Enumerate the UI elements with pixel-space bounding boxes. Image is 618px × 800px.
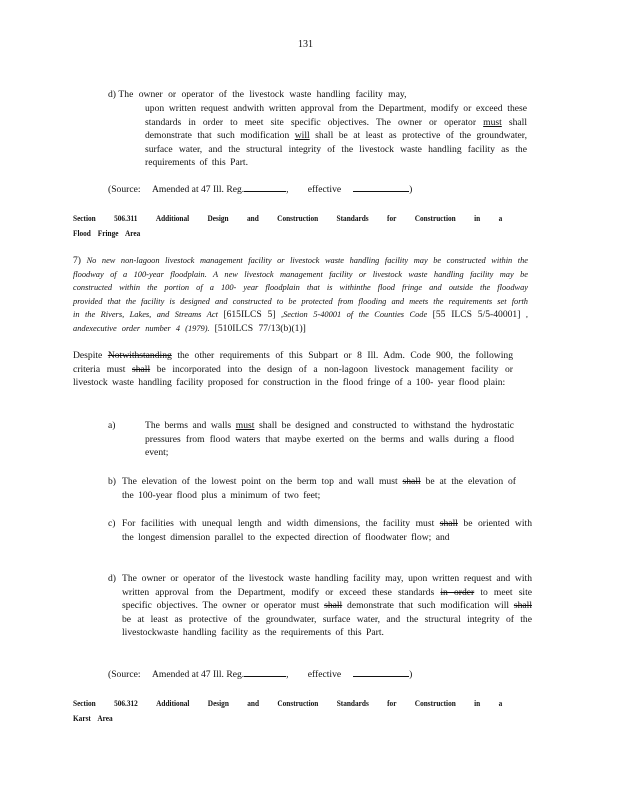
source1-date-blank [353, 191, 409, 192]
para7-struck-3: , andexecutive order number 4 (1979). [73, 310, 528, 333]
d1-first-line [108, 88, 528, 102]
section1-number: 506.311 [114, 213, 138, 223]
item-c-body [122, 517, 532, 544]
d1-marker: d) [108, 89, 116, 100]
section1-w5: Standards [336, 213, 369, 223]
d2-text-1: The owner or operator of the livestock waste handling facility may, upon written request and with written approval from the Department, modify or exceed these standards [122, 573, 532, 598]
section1-w8: in [474, 213, 481, 223]
d1-body [145, 102, 527, 170]
d1-text-3: shall be at least as protective of the groundwater, surface water, and the structural integrity of the livestock waste handling facility as the requirements of this Part. [145, 130, 528, 168]
section1-w3: and [247, 213, 259, 223]
despite-shall-struck: shall [132, 363, 151, 375]
item-b-body [122, 475, 516, 502]
section2-line2: Karst Area [73, 713, 113, 723]
para7-struck-2: ,Section 5-40001 of the Counties Code [281, 310, 428, 320]
section2-w4: Construction [277, 698, 319, 708]
despite-text-2: be incorporated into the design of a non-lagoon livestock management facility or livestock waste handling facility proposed for construction in the flood fringe of a 100- year flood plain: [73, 363, 513, 388]
item-a-text-1: The berms and walls [145, 420, 232, 431]
d2-shall-struck-2: shall [513, 600, 532, 611]
section2-w2: Design [207, 698, 229, 708]
item-c-shall-struck: shall [439, 518, 458, 529]
section2-w3: and [247, 698, 260, 708]
para7-struck-text: No new non-lagoon livestock management facility or livestock waste handling facility may be constructed within the floodway of a 100-year floodplain. A new livestock management facility or livestock waste handling facility may be constructed within the portion of a 100- year floodplain that is withinthe flood fringe and outside the floodway provided that the facility is designed and constructed to be protected from flooding and meets the requirements set forth in the Rivers, Lakes, and Streams Act [73, 256, 529, 320]
despite-word: Despite [73, 350, 103, 361]
section2-number: 506.312 [114, 698, 138, 708]
item-c-text-1: For facilities with unequal length and width dimensions, the facility must [122, 518, 435, 529]
section2-w1: Additional [156, 698, 190, 708]
item-b-shall-struck: shall [402, 476, 421, 487]
source1-reg-blank [244, 191, 286, 192]
despite-must: must [106, 363, 126, 375]
despite-text-1: the other requirements of this Subpart or 8 Ill. Adm. Code 900, the following criteria [73, 350, 513, 375]
section2-w9: a [498, 698, 503, 708]
section1-line2: Flood Fringe Area [73, 228, 141, 238]
section1-w4: Construction [277, 213, 319, 223]
item-b-text-1: The elevation of the lowest point on the berm top and wall must [122, 476, 398, 487]
source2-reg-blank [244, 676, 286, 677]
section1-w1: Additional [155, 213, 190, 223]
d1-lead: The owner or operator of the livestock waste handling facility may, [118, 89, 407, 100]
item-a-marker: a) [108, 420, 116, 431]
d1-will: will [294, 130, 310, 141]
section2-w5: Standards [336, 698, 369, 708]
item-a-text-2: shall be designed and constructed to withstand the hydrostatic pressures from flood waters that maybe exerted on the berms and walls during a flood event; [145, 420, 515, 458]
para-7-struck [73, 254, 528, 336]
d1-text-1: upon written request andwith written approval from the Department, modify or exceed these standards in order to meet site specific objectives. The owner or operator [145, 103, 527, 128]
item-b-marker: b) [108, 476, 116, 487]
para7-number: 7) [73, 255, 81, 266]
source1-prefix: (Source: [108, 184, 141, 195]
source2-close: ) [409, 669, 413, 680]
page-number: 131 [298, 39, 313, 50]
d2-shall-struck-1: shall [324, 600, 343, 611]
source1-effective: effective [307, 184, 342, 195]
para7-cite-1: [615ILCS 5] [223, 309, 276, 321]
source-line-2 [108, 668, 412, 682]
section1-w6: for [387, 213, 397, 223]
section1-w9: a [498, 213, 503, 223]
item-c-marker: c) [108, 518, 116, 529]
para7-cite-3: [510ILCS 77/13(b)(1)] [214, 322, 306, 334]
d1-text-2: shall demonstrate that such modification [145, 116, 528, 141]
d2-body [122, 572, 532, 640]
source2-comma: , [286, 669, 289, 680]
source2-effective: effective [307, 669, 342, 680]
source2-prefix: (Source: [108, 669, 141, 680]
section2-w6: for [387, 698, 397, 708]
section1-w7: Construction [414, 213, 456, 223]
section2-word: Section [73, 698, 96, 708]
d2-in-order-struck: in order [440, 586, 475, 598]
section-506-311-heading [73, 213, 578, 238]
source2-amended: Amended at 47 Ill. Reg. [151, 669, 245, 680]
item-a-must: must [235, 420, 255, 431]
para7-cite-2: [55 ILCS 5/5-40001] [432, 309, 521, 321]
section2-w8: in [474, 698, 481, 708]
source1-comma: , [286, 184, 289, 195]
source1-close: ) [409, 184, 413, 195]
source-line-1 [108, 183, 412, 197]
item-a-body [145, 419, 514, 460]
d1-must: must [483, 116, 502, 128]
source1-amended: Amended at 47 Ill. Reg. [151, 184, 245, 195]
item-c-text-2: be oriented with the longest dimension parallel to the expected direction of floodwater flow; and [122, 518, 532, 543]
despite-paragraph [73, 349, 513, 390]
notwithstanding-struck: Notwithstanding [107, 350, 172, 361]
source2-date-blank [353, 676, 409, 677]
section1-word: Section [73, 213, 96, 223]
section-506-312-heading [73, 698, 578, 723]
item-b-text-2: be at the elevation of the 100-year flood plus a minimum of two feet; [122, 476, 516, 501]
d2-text-2: to meet site specific objectives. The owner or operator must [122, 586, 533, 611]
section2-w7: Construction [414, 698, 456, 708]
d2-marker: d) [108, 573, 116, 584]
d2-text-4: be at least as protective of the groundwater, surface water, and the structural integrity of the livestockwaste handling facility as the requirements of this Part. [122, 613, 532, 638]
d2-text-3: demonstrate that such modification will [347, 600, 510, 611]
section1-w2: Design [207, 213, 229, 223]
